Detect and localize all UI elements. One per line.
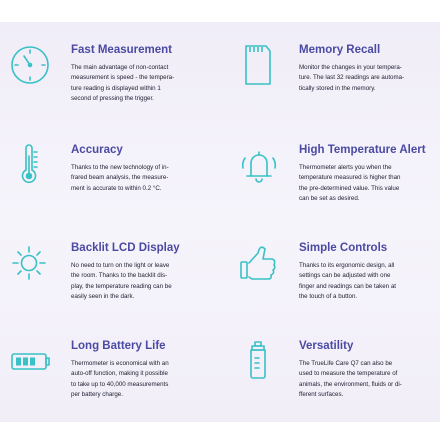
feature-title: Backlit LCD Display [71, 242, 180, 254]
battery-icon [10, 338, 60, 388]
thermometer-icon [10, 142, 60, 192]
feature-title: Simple Controls [299, 242, 388, 254]
feature-backlit-lcd-display [10, 240, 216, 336]
baby-bottle-icon [238, 338, 288, 388]
feature-fast-measurement [10, 42, 216, 138]
feature-title: Accuracy [71, 144, 123, 156]
feature-description: The TrueLife Care Q7 can also be used to measure the temperature of animals, the environment, fluids or di- fferent surfaces. [299, 360, 402, 399]
thumbs-up-icon [238, 240, 288, 290]
feature-description: No need to turn on the light or leave the room. Thanks to the backlit dis- play, the temperature reading can be easily seen in the dark. [71, 262, 172, 301]
feature-description: Monitor the changes in your tempera- ture. The last 32 readings are automa- tically stored in the memory. [299, 64, 405, 92]
feature-description: The main advantage of non-contact measurement is speed - the tempera- ture reading is displayed within 1 second of pressing the trigger. [71, 64, 175, 103]
feature-description: Thermometer is economical with an auto-off function, making it possible to take up to 40,000 measurements per battery charge. [71, 360, 169, 399]
feature-long-battery-life [10, 338, 216, 434]
feature-title: Versatility [299, 340, 354, 352]
feature-high-temperature-alert [238, 142, 440, 238]
sun-backlight-icon [10, 240, 60, 290]
feature-description: Thermometer alerts you when the temperature measured is higher than the pre-determined value. This value can be set as desired. [299, 164, 401, 203]
feature-versatility [238, 338, 440, 434]
feature-title: Memory Recall [299, 44, 381, 56]
feature-description: Thanks to the new technology of in- frared beam analysis, the measure- ment is accurate to within 0.2 °C. [71, 164, 169, 192]
feature-memory-recall [238, 42, 440, 138]
memory-card-icon [238, 42, 288, 92]
feature-panel [0, 22, 440, 422]
feature-accuracy [10, 142, 216, 238]
bell-alert-icon [238, 142, 288, 192]
feature-title: High Temperature Alert [299, 144, 426, 156]
feature-title: Long Battery Life [71, 340, 166, 352]
feature-title: Fast Measurement [71, 44, 172, 56]
feature-description: Thanks to its ergonomic design, all settings can be adjusted with one finger and readings can be taken at the touch of a button. [299, 262, 397, 301]
feature-simple-controls [238, 240, 440, 336]
stopwatch-icon [10, 42, 60, 92]
